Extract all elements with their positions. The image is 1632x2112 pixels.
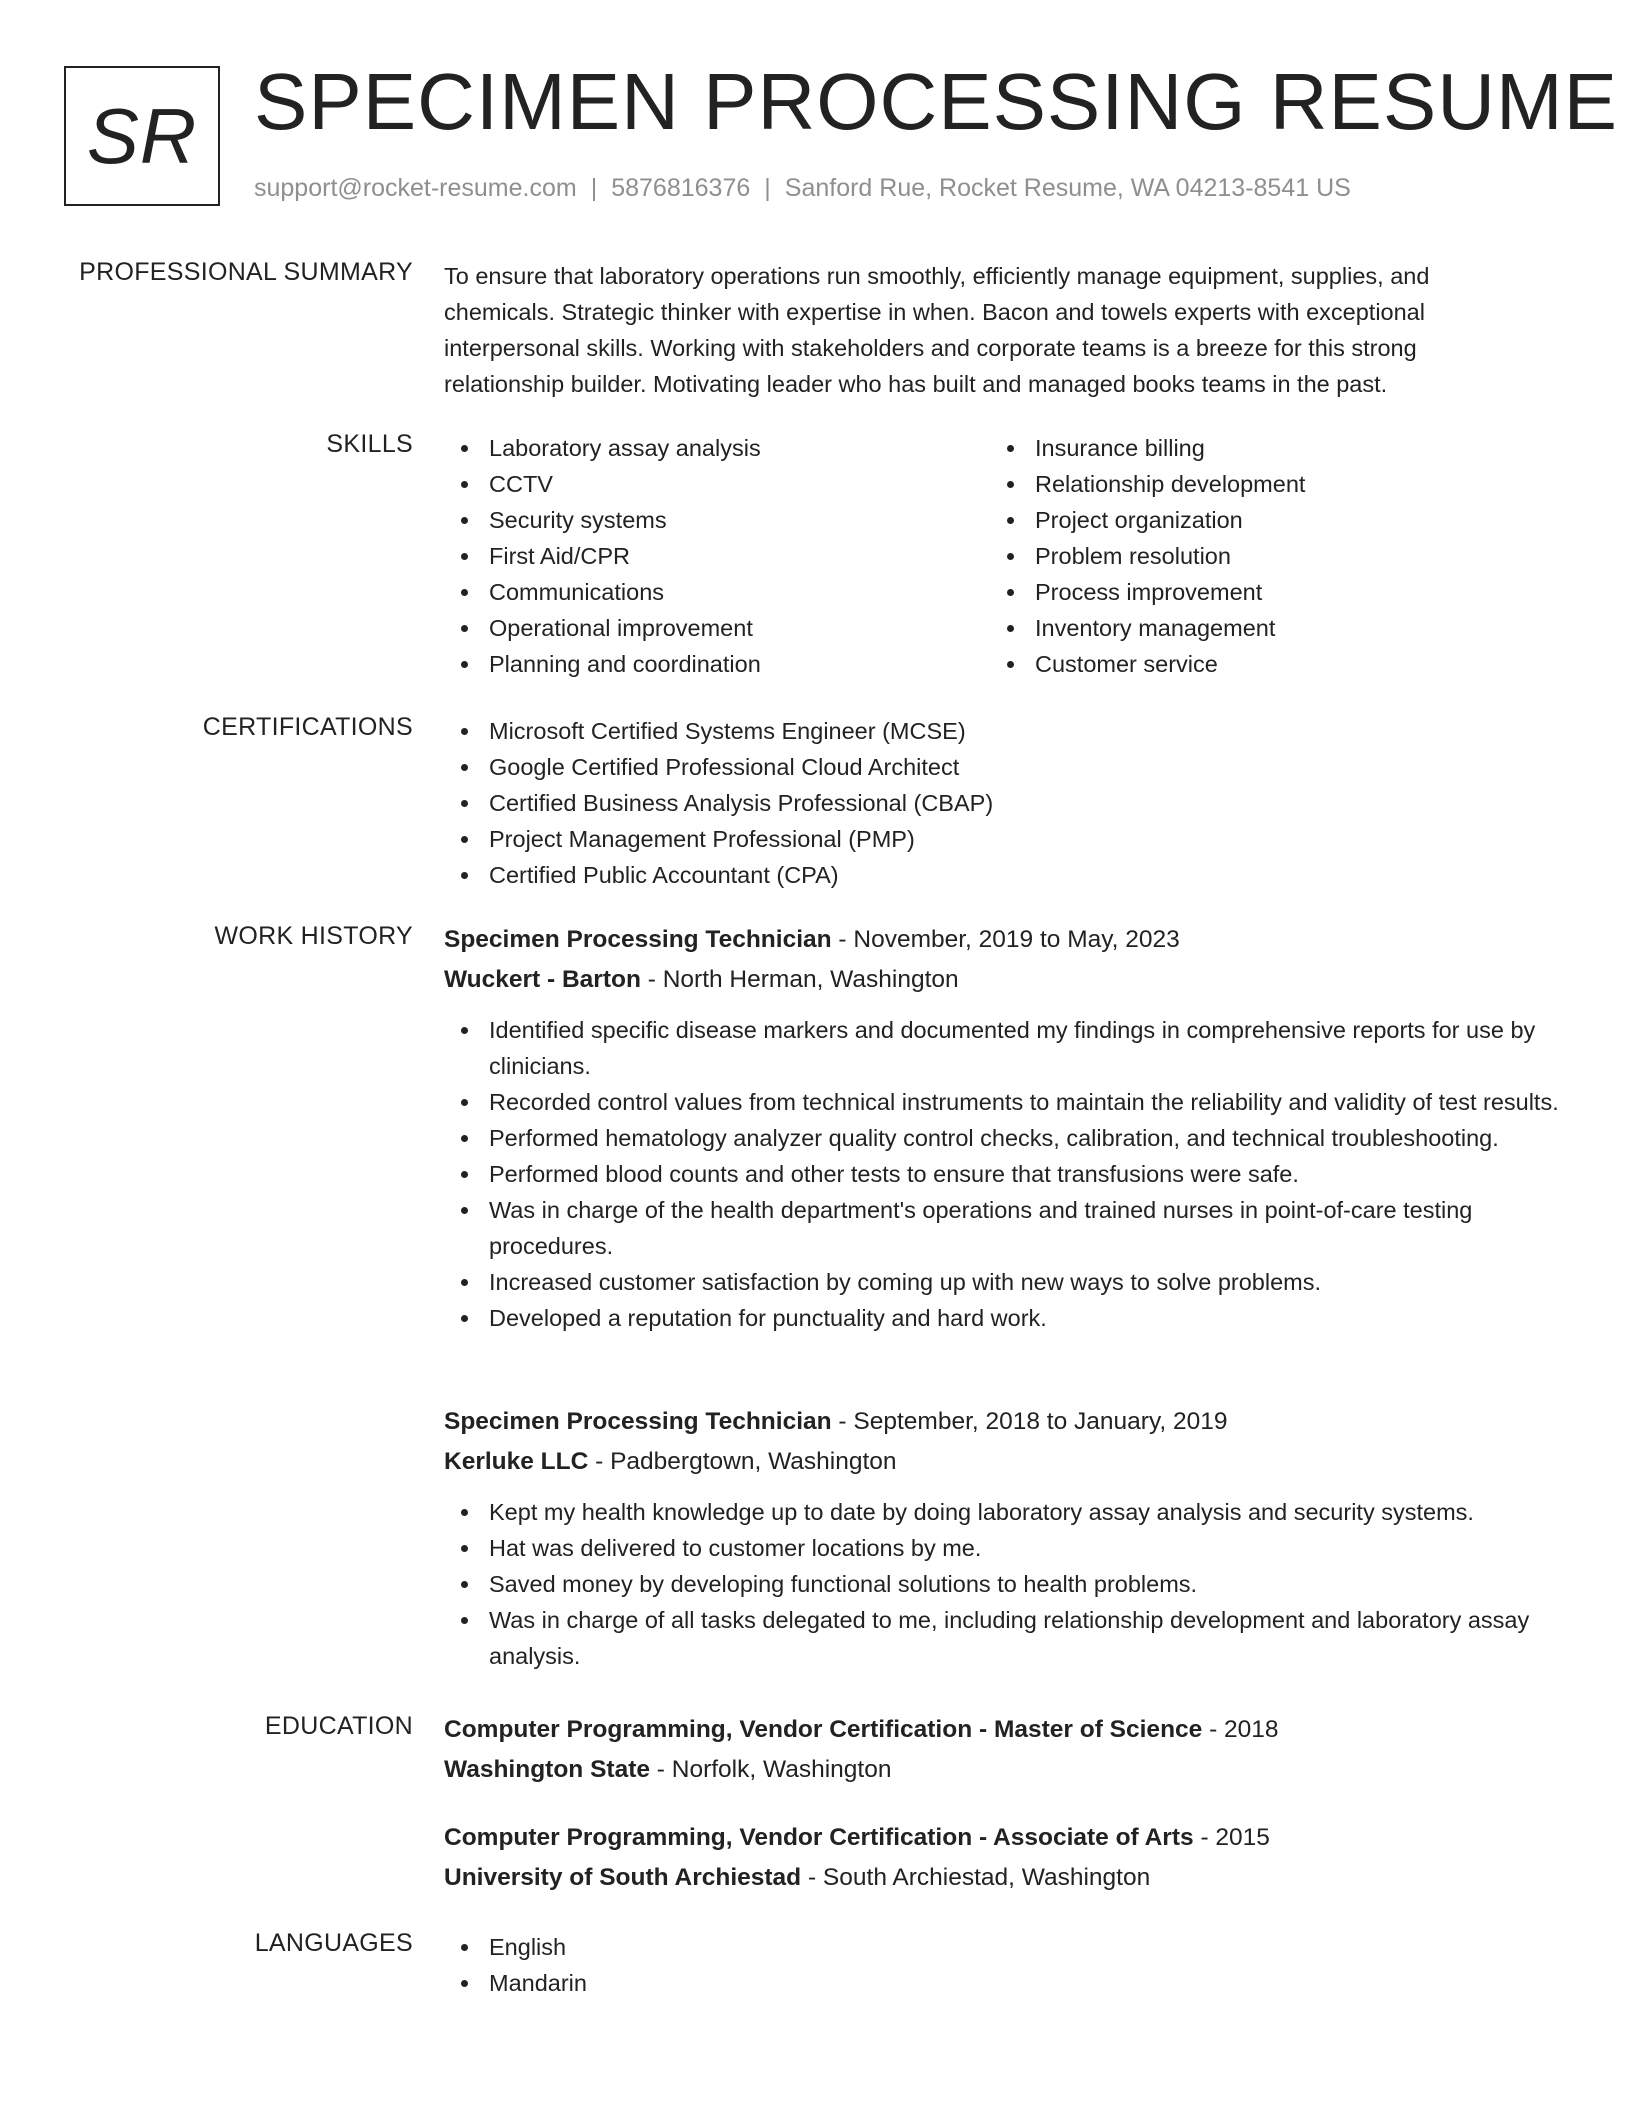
monogram-initials: SR — [86, 91, 198, 180]
job-company: Wuckert - Barton — [444, 966, 641, 993]
monogram-badge — [64, 66, 220, 206]
languages-list — [444, 1929, 1564, 2001]
languages-body — [444, 1929, 1564, 2001]
contact-email[interactable]: support@rocket-resume.com — [254, 174, 577, 202]
job-company-line — [444, 1442, 1564, 1482]
job-bullet: Recorded control values from technical instruments to maintain the reliability and validity of test results. — [444, 1084, 1564, 1120]
job-bullet: Performed blood counts and other tests to ensure that transfusions were safe. — [444, 1156, 1564, 1192]
summary-body — [444, 258, 1564, 402]
job-bullet: Hat was delivered to customer locations by me. — [444, 1530, 1564, 1566]
summary-text: To ensure that laboratory operations run smoothly, efficiently manage equipment, supplies, and chemicals. Strategic thinker with expertise in when. Bacon and towels experts with exceptional interpersonal skills. Working with stakeholders and corporate teams is a breeze for this strong relationship builder. Motivating leader who has built and managed books teams in the past. — [444, 263, 1430, 397]
job-location: - North Herman, Washington — [640, 966, 959, 993]
job-dates: - November, 2019 to May, 2023 — [831, 926, 1180, 953]
job-location: - Padbergtown, Washington — [588, 1448, 897, 1475]
job-bullet: Increased customer satisfaction by coming up with new ways to solve problems. — [444, 1264, 1564, 1300]
job-title: Specimen Processing Technician — [444, 926, 832, 953]
section-heading: LANGUAGES — [254, 1929, 413, 1957]
skill-item: CCTV — [444, 466, 984, 502]
degree-line — [444, 1710, 1279, 1750]
certification-item: Google Certified Professional Cloud Architect — [444, 749, 1564, 785]
language-item: English — [444, 1929, 1564, 1965]
language-item: Mandarin — [444, 1965, 1564, 2001]
job-title-line — [444, 920, 1564, 960]
school-location: - South Archiestad, Washington — [801, 1864, 1151, 1891]
job-company-line — [444, 960, 1564, 1000]
job-bullet: Was in charge of the health department's operations and trained nurses in point-of-care testing procedures. — [444, 1192, 1564, 1264]
certification-item: Certified Business Analysis Professional (CBAP) — [444, 785, 1564, 821]
resume-title: SPECIMEN PROCESSING RESUME — [254, 57, 1619, 146]
job-title-line — [444, 1402, 1564, 1442]
section-heading: SKILLS — [326, 430, 413, 458]
skill-item: Insurance billing — [990, 430, 1530, 466]
contact-line — [254, 174, 1351, 203]
skill-item: First Aid/CPR — [444, 538, 984, 574]
skill-item: Process improvement — [990, 574, 1530, 610]
skill-item: Planning and coordination — [444, 646, 984, 682]
skill-item: Communications — [444, 574, 984, 610]
skill-item: Project organization — [990, 502, 1530, 538]
job-bullet: Was in charge of all tasks delegated to me, including relationship development and laboratory assay analysis. — [444, 1602, 1564, 1674]
degree-year: - 2015 — [1193, 1824, 1270, 1851]
section-heading: CERTIFICATIONS — [202, 713, 413, 741]
contact-address: Sanford Rue, Rocket Resume, WA 04213-8541 US — [784, 174, 1351, 202]
degree-name: Computer Programming, Vendor Certification - Master of Science — [444, 1716, 1203, 1743]
skill-item: Customer service — [990, 646, 1530, 682]
contact-separator: | — [590, 174, 598, 202]
job-entry — [444, 920, 1564, 1336]
school-line — [444, 1858, 1270, 1898]
job-bullet: Identified specific disease markers and documented my findings in comprehensive reports for use by clinicians. — [444, 1012, 1564, 1084]
section-heading: PROFESSIONAL SUMMARY — [79, 258, 413, 286]
skill-item: Operational improvement — [444, 610, 984, 646]
skill-item: Problem resolution — [990, 538, 1530, 574]
certifications-body — [444, 713, 1564, 893]
school-line — [444, 1750, 1279, 1790]
certification-item: Project Management Professional (PMP) — [444, 821, 1564, 857]
job-bullet: Developed a reputation for punctuality and hard work. — [444, 1300, 1564, 1336]
job-dates: - September, 2018 to January, 2019 — [831, 1408, 1228, 1435]
contact-phone[interactable]: 5876816376 — [611, 174, 751, 202]
education-entry — [444, 1818, 1270, 1898]
skill-item: Laboratory assay analysis — [444, 430, 984, 466]
job-bullets — [444, 1494, 1564, 1674]
job-bullet: Saved money by developing functional solutions to health problems. — [444, 1566, 1564, 1602]
school-name: University of South Archiestad — [444, 1864, 802, 1891]
section-heading: EDUCATION — [264, 1712, 413, 1740]
job-company: Kerluke LLC — [444, 1448, 589, 1475]
school-location: - Norfolk, Washington — [649, 1756, 892, 1783]
school-name: Washington State — [444, 1756, 650, 1783]
section-heading: WORK HISTORY — [214, 922, 413, 950]
degree-name: Computer Programming, Vendor Certification - Associate of Arts — [444, 1824, 1194, 1851]
education-entry — [444, 1710, 1279, 1790]
job-bullets — [444, 1012, 1564, 1336]
certification-item: Microsoft Certified Systems Engineer (MCSE) — [444, 713, 1564, 749]
job-bullet: Performed hematology analyzer quality control checks, calibration, and technical troubleshooting. — [444, 1120, 1564, 1156]
certifications-list — [444, 713, 1564, 893]
skill-item: Relationship development — [990, 466, 1530, 502]
degree-year: - 2018 — [1202, 1716, 1279, 1743]
job-title: Specimen Processing Technician — [444, 1408, 832, 1435]
degree-line — [444, 1818, 1270, 1858]
contact-separator: | — [764, 174, 771, 202]
certification-item: Certified Public Accountant (CPA) — [444, 857, 1564, 893]
job-entry — [444, 1402, 1564, 1674]
skills-list-right — [990, 430, 1530, 682]
job-bullet: Kept my health knowledge up to date by doing laboratory assay analysis and security systems. — [444, 1494, 1564, 1530]
skills-list-left — [444, 430, 984, 682]
skill-item: Inventory management — [990, 610, 1530, 646]
skill-item: Security systems — [444, 502, 984, 538]
